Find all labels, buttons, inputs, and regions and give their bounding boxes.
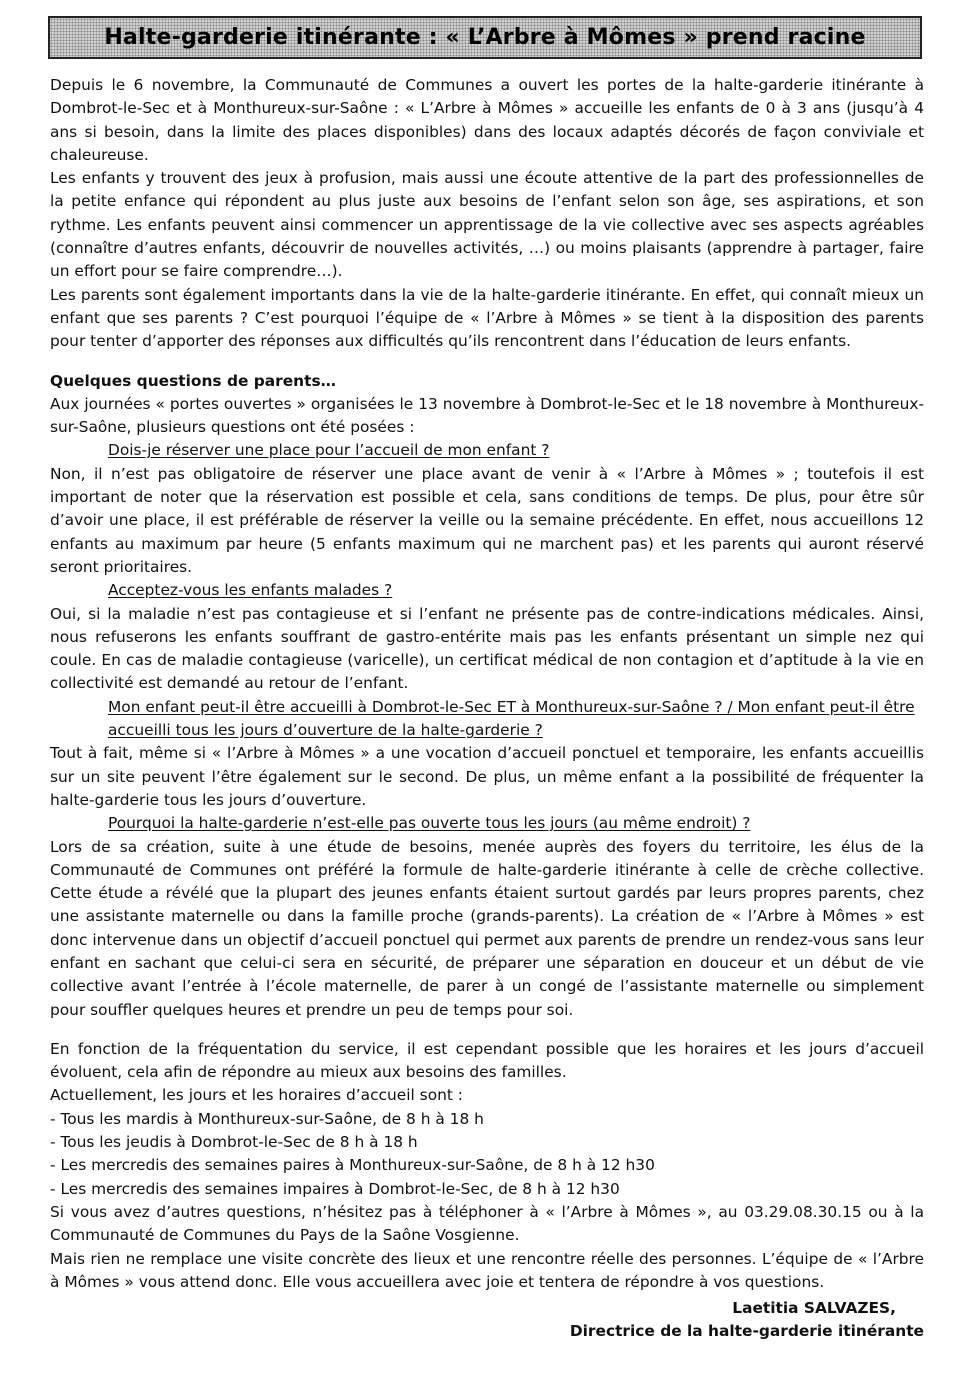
title-banner — [48, 16, 922, 59]
answer-2: Oui, si la maladie n’est pas contagieuse et si l’enfant ne présente pas de contre-indications médicales. Ainsi, nous refuserons les enfants souffrant de gastro-entérite mais pas les enfants présentant un simple nez qui coule. En cas de maladie contagieuse (varicelle), un certificat médical de non contagion et d’aptitude à la vie en collectivité est demandé au retour de l’enfant. — [50, 604, 924, 693]
signature-name: Laetitia SALVAZES, — [732, 1299, 896, 1317]
article-body — [50, 74, 924, 1294]
answer-3: Tout à fait, même si « l’Arbre à Mômes » a une vocation d’accueil ponctuel et temporaire, les enfants accueillis sur un site peuvent l’être également sur le second. De plus, un même enfant a la possibilité de fréquenter la halte-garderie tous les jours d’ouverture. — [50, 744, 924, 809]
intro-paragraph: Depuis le 6 novembre, la Communauté de Communes a ouvert les portes de la halte-garderie itinérante à Dombrot-le-Sec et à Monthureux-sur-Saône : « L’Arbre à Mômes » accueille les enfants de 0 à 3 ans (jusqu’à 4 ans si besoin, dans la limite des places disponibles) dans des locaux adaptés décorés de façon conviviale et chaleureuse. — [50, 76, 924, 164]
schedule-intro: Actuellement, les jours et les horaires d’accueil sont : — [50, 1086, 463, 1105]
signature-block — [570, 1297, 924, 1344]
intro-paragraph: Les enfants y trouvent des jeux à profusion, mais aussi une écoute attentive de la part des professionnelles de la petite enfance qui répondent au plus juste aux besoins de l’enfant selon son âge, ses aspirations, et son rythme. Les enfants peuvent ainsi commencer un apprentissage de la vie collective avec ses aspects agréables (connaître d’autres enfants, découvrir de nouvelles activités, …) ou moins plaisants (apprendre à partager, faire un effort pour se faire comprendre…). — [50, 169, 924, 281]
question-1: Dois-je réserver une place pour l’accueil de mon enfant ? — [108, 441, 550, 460]
schedule-item: - Tous les mardis à Monthureux-sur-Saône, de 8 h à 18 h — [50, 1109, 484, 1128]
closing-paragraph: Mais rien ne remplace une visite concrète des lieux et une rencontre réelle des personnes. L’équipe de « l’Arbre à Mômes » vous attend donc. Elle vous accueillera avec joie et tentera de répondre à vos questions. — [50, 1249, 924, 1291]
schedule-item: - Les mercredis des semaines paires à Monthureux-sur-Saône, de 8 h à 12 h30 — [50, 1156, 655, 1175]
question-4: Pourquoi la halte-garderie n’est-elle pas ouverte tous les jours (au même endroit) ? — [108, 814, 751, 833]
contact-paragraph: Si vous avez d’autres questions, n’hésitez pas à téléphoner à « l’Arbre à Mômes », au 03.29.08.30.15 ou à la Communauté de Communes du Pays de la Saône Vosgienne. — [50, 1202, 924, 1245]
schedule-list — [50, 1108, 924, 1201]
answer-4: Lors de sa création, suite à une étude de besoins, menée auprès des foyers du territoire, les élus de la Communauté de Communes ont préféré la formule de halte-garderie itinérante à celle de crèche collective. Cette étude a révélé que la plupart des jeunes enfants étaient surtout gardés par leurs propres parents, chez une assistante maternelle ou dans la famille proche (grands-parents). La création de « l’Arbre à Mômes » est donc intervenue dans un objectif d’accueil ponctuel qui permet aux parents de prendre un rendez-vous sans leur enfant en sachant que celui-ci sera en sécurité, de préparer une séparation en douceur et un début de vie collective avant l’entrée à l’école maternelle, de parer à un congé de l’assistante maternelle ou simplement pour souffler quelques heures et prendre un peu de temps pour soi. — [50, 837, 924, 1019]
question-2: Acceptez-vous les enfants malades ? — [108, 581, 393, 600]
questions-heading: Quelques questions de parents… — [50, 371, 337, 390]
schedule-item: - Tous les jeudis à Dombrot-le-Sec de 8 h à 18 h — [50, 1133, 418, 1152]
schedule-item: - Les mercredis des semaines impaires à Dombrot-le-Sec, de 8 h à 12 h30 — [50, 1179, 620, 1198]
answer-1: Non, il n’est pas obligatoire de réserver une place avant de venir à « l’Arbre à Mômes » ; toutefois il est important de noter que la réservation est possible et cela, sans conditions de temps. De plus, pour être sûr d’avoir une place, il est préférable de réserver la veille ou la semaine précédente. En effet, nous accueillons 12 enfants au maximum par heure (5 enfants maximum qui ne marchent pas) et les parents qui auront réservé seront prioritaires. — [50, 464, 924, 576]
schedule-note: En fonction de la fréquentation du service, il est cependant possible que les horaires et les jours d’accueil évoluent, cela afin de répondre au mieux aux besoins des familles. — [50, 1039, 924, 1082]
question-3: Mon enfant peut-il être accueilli à Dombrot-le-Sec ET à Monthureux-sur-Saône ? / Mon enfant peut-il être accueilli tous les jours d’ouverture de la halte-garderie ? — [108, 697, 915, 740]
page-title: Halte-garderie itinérante : « L’Arbre à Mômes » prend racine — [104, 25, 866, 50]
questions-intro: Aux journées « portes ouvertes » organisées le 13 novembre à Dombrot-le-Sec et le 18 novembre à Monthureux-sur-Saône, plusieurs questions ont été posées : — [50, 394, 924, 437]
intro-paragraph: Les parents sont également importants dans la vie de la halte-garderie itinérante. En effet, qui connaît mieux un enfant que ses parents ? C’est pourquoi l’équipe de « l’Arbre à Mômes » se tient à la disposition des parents pour tenter d’apporter des réponses aux difficultés qu’ils rencontrent dans l’éducation de leurs enfants. — [50, 285, 924, 351]
signature-role: Directrice de la halte-garderie itinérante — [569, 1322, 924, 1341]
